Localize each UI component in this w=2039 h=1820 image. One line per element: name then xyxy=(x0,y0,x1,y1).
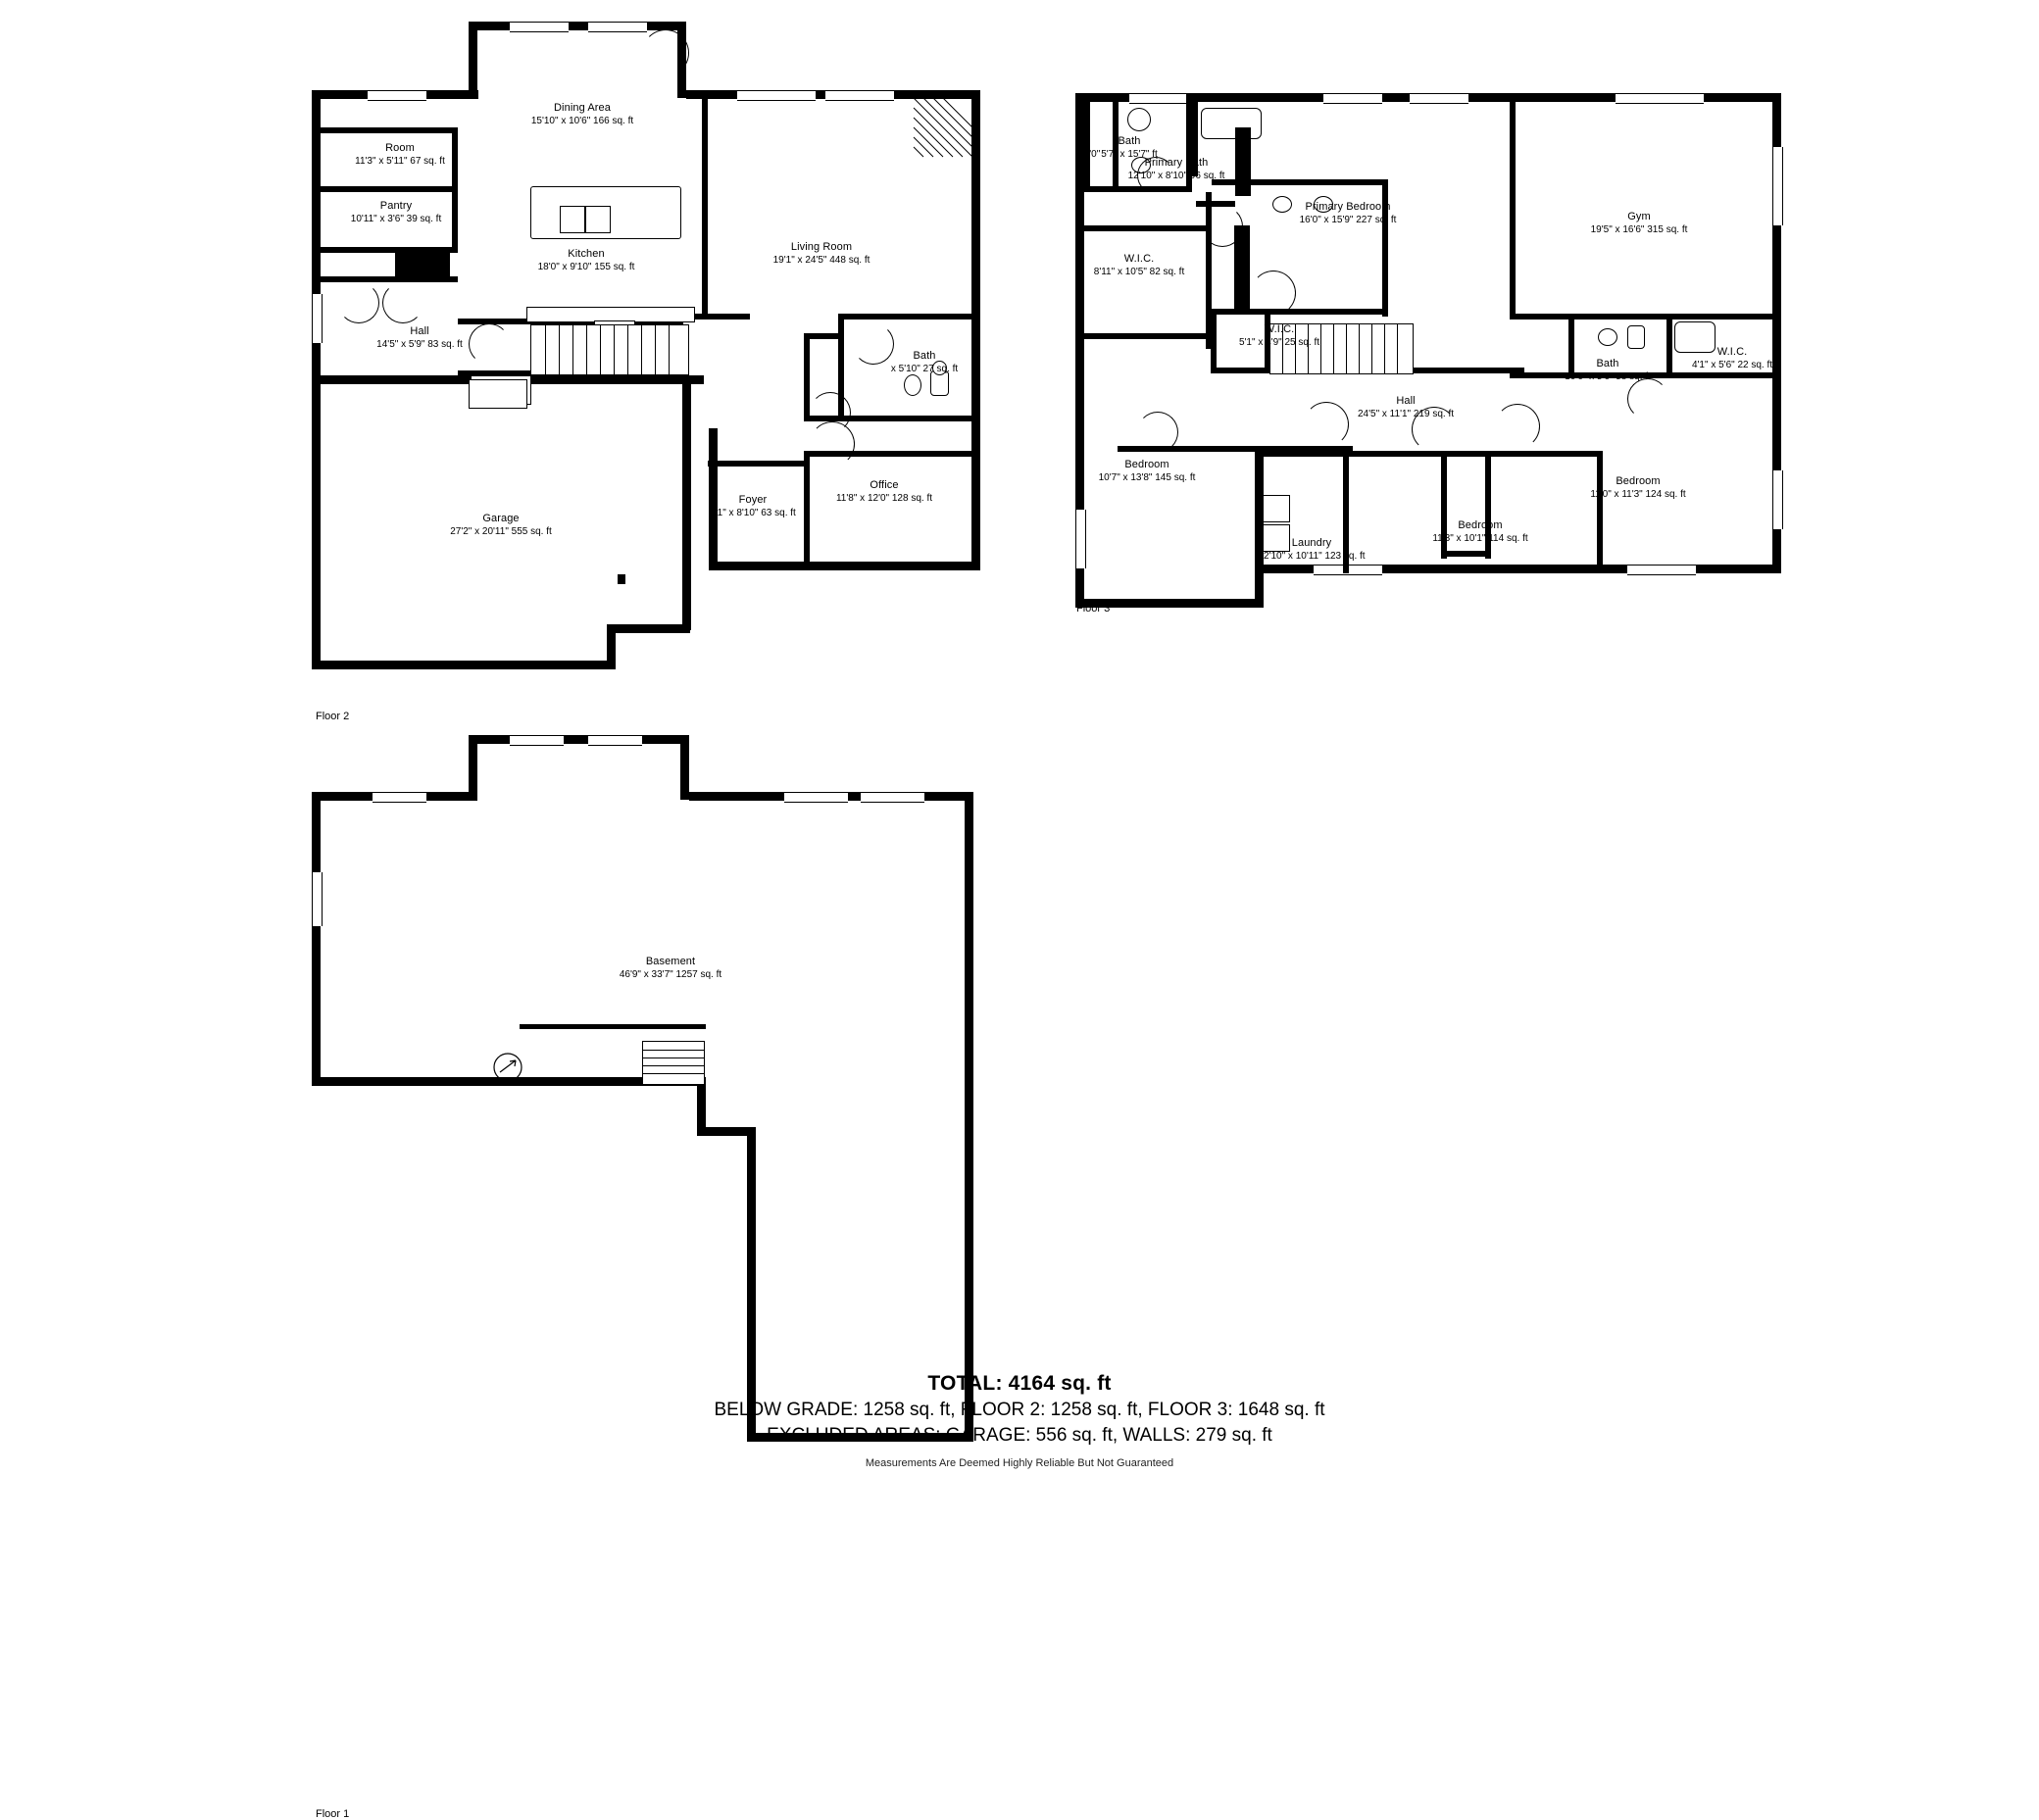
wall xyxy=(680,735,689,800)
total-area: TOTAL: 4164 sq. ft xyxy=(927,1372,1112,1395)
staircase xyxy=(642,1041,705,1085)
door-arc xyxy=(1627,378,1668,419)
room-label-bedroom-right: Bedroom 11'0" x 11'3" 124 sq. ft xyxy=(1590,475,1686,500)
wall xyxy=(971,90,980,570)
window xyxy=(1129,93,1188,104)
wall xyxy=(1510,93,1516,319)
door-arc xyxy=(1137,412,1178,453)
window xyxy=(510,22,569,32)
wall xyxy=(1118,446,1260,452)
room-label-wic-right: W.I.C. 4'1" x 5'6" 22 sq. ft xyxy=(1691,346,1773,370)
room-label-living-room: Living Room 19'1" x 24'5" 448 sq. ft xyxy=(772,241,870,266)
window xyxy=(588,22,647,32)
window xyxy=(368,90,426,101)
room-label-primary-bedroom: Primary Bedroom 16'0" x 15'9" 227 sq. ft xyxy=(1299,201,1397,225)
room-label-gym: Gym 19'5" x 16'6" 315 sq. ft xyxy=(1590,211,1688,235)
toilet-fixture xyxy=(1627,325,1645,349)
wall xyxy=(804,333,810,421)
wall xyxy=(312,661,616,669)
summary-block xyxy=(0,1372,2039,1469)
shower-drain-icon xyxy=(1127,108,1151,131)
deck-hatch xyxy=(914,98,972,157)
wall xyxy=(1084,225,1212,231)
window xyxy=(510,735,564,746)
sink-fixture xyxy=(904,374,921,396)
window xyxy=(1323,93,1382,104)
wall xyxy=(520,1024,706,1029)
window xyxy=(1075,510,1086,568)
room-label-dining-area: Dining Area 15'10" x 10'6" 166 sq. ft xyxy=(530,102,634,126)
floor-tag-2: Floor 2 xyxy=(316,711,350,722)
wall xyxy=(1211,314,1217,369)
room-label-wic-small: W.I.C. 5'1" x 4'9" 25 sq. ft xyxy=(1238,323,1320,348)
door-arc xyxy=(1251,271,1296,316)
wall xyxy=(312,375,321,669)
window xyxy=(312,872,323,926)
disclaimer-text: Measurements Are Deemed Highly Reliable But Not Guaranteed xyxy=(865,1457,1174,1469)
room-label-laundry: Laundry 12'10" x 10'11" 123 sq. ft xyxy=(1258,537,1366,562)
room-label-bedroom-center: Bedroom 11'3" x 10'1" 114 sq. ft xyxy=(1432,519,1528,544)
window xyxy=(1616,93,1704,104)
direction-arrow-icon xyxy=(491,1051,524,1084)
wall xyxy=(321,186,458,192)
wall xyxy=(1075,93,1084,289)
room-label-garage: Garage 27'2" x 20'11" 555 sq. ft xyxy=(450,513,552,537)
door-arc xyxy=(1495,404,1540,449)
floor-tag-1: Floor 1 xyxy=(316,1808,350,1820)
floor-3-plan xyxy=(1020,0,2039,686)
window xyxy=(1627,565,1696,575)
room-label-bath-upper: Bath 5'7" x 15'7" ft xyxy=(1101,135,1158,160)
wall xyxy=(1084,186,1192,192)
room-label-bath-right: Bath 10'6" x 5'6" 58 sq. ft xyxy=(1565,358,1651,382)
wall xyxy=(838,314,971,320)
room-label-basement: Basement 46'9" x 33'7" 1257 sq. ft xyxy=(619,956,722,980)
wall xyxy=(1666,314,1672,378)
wall xyxy=(1510,314,1772,320)
wall xyxy=(838,416,971,421)
wall xyxy=(1597,451,1603,573)
wall-block xyxy=(395,247,450,276)
excluded-areas: EXCLUDED AREAS: GARAGE: 556 sq. ft, WALLS: 279 sq. ft xyxy=(767,1425,1272,1446)
room-label-kitchen: Kitchen 18'0" x 9'10" 155 sq. ft xyxy=(537,248,635,272)
window xyxy=(784,792,848,803)
wall xyxy=(1382,179,1388,317)
window xyxy=(1772,470,1783,529)
room-label-foyer: Foyer 7'1" x 8'10" 63 sq. ft xyxy=(710,494,796,518)
garage-step xyxy=(469,379,527,409)
door-arc xyxy=(810,421,855,467)
wall xyxy=(1255,451,1603,457)
kitchen-island-inner xyxy=(560,206,585,233)
staircase xyxy=(530,324,689,375)
window xyxy=(588,735,642,746)
wall xyxy=(469,22,477,98)
kitchen-island-inner-2 xyxy=(585,206,611,233)
wall xyxy=(452,186,458,253)
wall xyxy=(709,562,980,570)
wall xyxy=(321,127,458,133)
door-arc xyxy=(853,323,894,365)
wall xyxy=(1084,333,1212,339)
wall xyxy=(965,792,973,1086)
wall xyxy=(804,451,810,564)
wall xyxy=(469,735,689,744)
floor-tag-3: Floor 3 xyxy=(1076,603,1111,615)
wall xyxy=(691,314,750,320)
door-arc xyxy=(469,323,510,365)
floor-2-plan xyxy=(0,0,1020,745)
room-label-wic-primary: W.I.C. 8'11" x 10'5" 82 sq. ft xyxy=(1093,253,1185,277)
area-breakdown: BELOW GRADE: 1258 sq. ft, FLOOR 2: 1258 sq. ft, FLOOR 3: 1648 sq. ft xyxy=(714,1400,1325,1420)
wall xyxy=(1212,309,1388,315)
wall xyxy=(1084,93,1090,191)
sink-fixture xyxy=(1598,328,1617,346)
wall xyxy=(708,461,806,467)
window xyxy=(1772,147,1783,225)
wall xyxy=(312,792,321,1086)
room-label-primary-bath: Primary Bath 12'10" x 8'10" 96 sq. ft xyxy=(1127,157,1225,181)
wall xyxy=(321,276,458,282)
window xyxy=(861,792,924,803)
room-label-hall: Hall 14'5" x 5'9" 83 sq. ft xyxy=(376,325,463,350)
wall xyxy=(469,22,686,30)
wall xyxy=(804,333,839,339)
window xyxy=(1410,93,1468,104)
window xyxy=(373,792,426,803)
room-label-room: Room 11'3" x 5'11" 67 sq. ft xyxy=(355,142,445,167)
wall xyxy=(682,375,691,630)
sink-fixture xyxy=(1272,196,1292,213)
wall xyxy=(469,735,477,800)
window xyxy=(312,294,323,343)
wall-block xyxy=(1235,127,1251,196)
door-arc xyxy=(1202,206,1243,247)
bathtub-fixture xyxy=(1201,108,1262,139)
room-label-hall: Hall 24'5" x 11'1" 219 sq. ft xyxy=(1357,395,1455,419)
wall xyxy=(607,624,690,633)
room-label-bath: Bath x 5'10" 27 sq. ft xyxy=(890,350,959,374)
washer-fixture xyxy=(1263,495,1290,522)
room-label-pantry: Pantry 10'11" x 3'6" 39 sq. ft xyxy=(350,200,442,224)
window xyxy=(825,90,894,101)
wall xyxy=(702,90,708,316)
room-label-bedroom-left: Bedroom 10'7" x 13'8" 145 sq. ft xyxy=(1098,459,1196,483)
door-arc xyxy=(1304,402,1349,447)
door-arc xyxy=(642,29,689,76)
door-arc xyxy=(338,282,379,323)
garage-marker xyxy=(618,574,625,584)
wall xyxy=(1441,551,1490,557)
room-label-closet-3ft: 3'0" xyxy=(1083,149,1101,160)
room-label-office: Office 11'8" x 12'0" 128 sq. ft xyxy=(835,479,933,504)
window xyxy=(737,90,816,101)
door-arc xyxy=(382,282,423,323)
